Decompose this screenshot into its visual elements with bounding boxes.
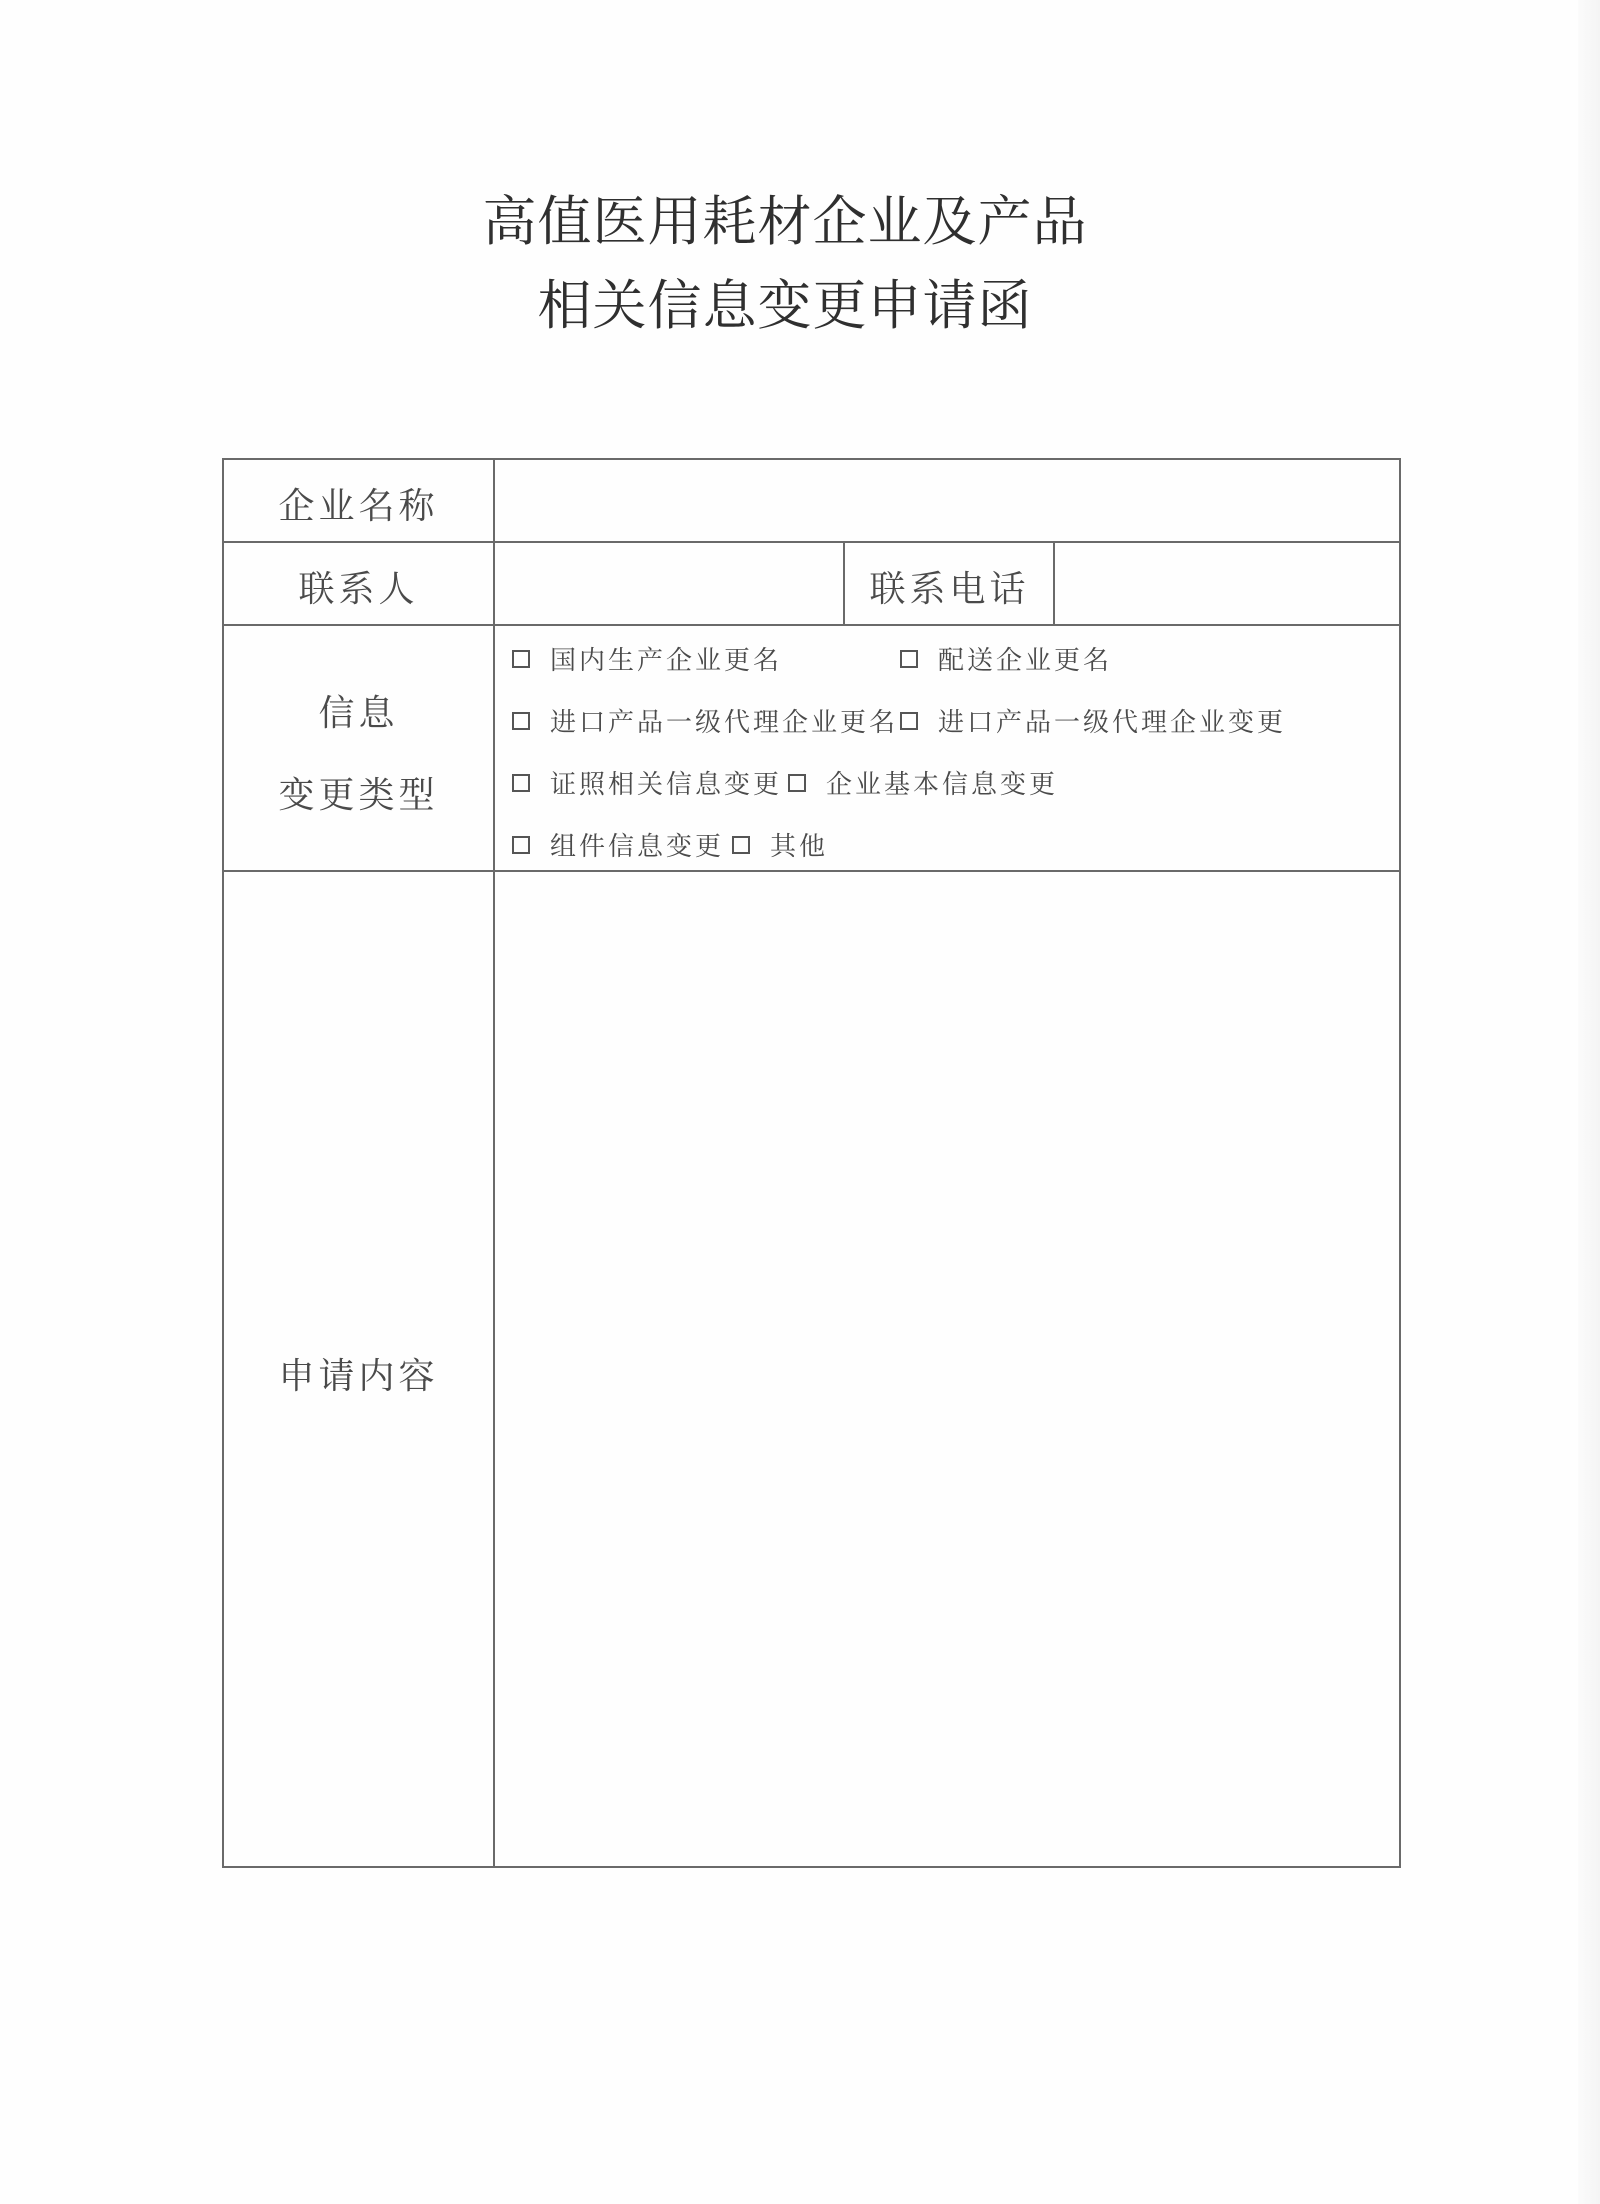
option-label: 国内生产企业更名: [550, 646, 783, 676]
checkbox[interactable]: [512, 774, 530, 792]
change-type-label-line-2: 变更类型: [278, 775, 439, 816]
option-import-agent-rename[interactable]: [512, 702, 898, 739]
company-name-label: 企业名称: [278, 486, 439, 527]
application-content-field[interactable]: [496, 873, 1398, 1865]
option-label: 组件信息变更: [550, 832, 725, 862]
table-border-left: [222, 458, 224, 1868]
checkbox[interactable]: [732, 836, 750, 854]
checkbox[interactable]: [512, 836, 530, 854]
option-label: 企业基本信息变更: [826, 770, 1059, 800]
table-border-right: [1399, 458, 1401, 1868]
contact-person-label: 联系人: [298, 569, 419, 610]
contact-phone-label: 联系电话: [869, 569, 1030, 610]
option-label: 配送企业更名: [938, 646, 1113, 676]
document-title: [0, 180, 1570, 348]
option-label: 进口产品一级代理企业更名: [550, 708, 899, 738]
checkbox[interactable]: [512, 650, 530, 668]
option-other[interactable]: [732, 826, 828, 863]
checkbox[interactable]: [512, 712, 530, 730]
label-column-divider: [493, 458, 495, 1868]
page-edge-shadow: [1578, 0, 1600, 2204]
checkbox[interactable]: [900, 650, 918, 668]
change-type-label-line-1: 信息: [318, 693, 399, 734]
checkbox[interactable]: [788, 774, 806, 792]
option-label: 证照相关信息变更: [550, 770, 783, 800]
option-label: 其他: [770, 832, 829, 862]
title-line-1: 高值医用耗材企业及产品: [482, 190, 1088, 253]
option-label: 进口产品一级代理企业变更: [938, 708, 1287, 738]
option-component-info-change[interactable]: [512, 826, 724, 863]
checkbox[interactable]: [900, 712, 918, 730]
option-import-agent-change[interactable]: [900, 702, 1286, 739]
option-company-basic-info-change[interactable]: [788, 764, 1058, 801]
table-border-top: [222, 458, 1400, 460]
phone-label-right-divider: [1053, 541, 1055, 626]
company-name-field[interactable]: [496, 461, 1398, 540]
row-divider-2: [222, 624, 1400, 626]
option-license-info-change[interactable]: [512, 764, 782, 801]
option-distributor-rename[interactable]: [900, 640, 1112, 677]
contact-phone-field[interactable]: [1056, 544, 1398, 623]
row-divider-3: [222, 870, 1400, 872]
option-domestic-manufacturer-rename[interactable]: [512, 640, 782, 677]
title-line-2: 相关信息变更申请函: [537, 274, 1033, 337]
contact-person-field[interactable]: [496, 544, 842, 623]
table-border-bottom: [222, 1866, 1400, 1868]
application-content-label: 申请内容: [278, 1356, 439, 1397]
row-divider-1: [222, 541, 1400, 543]
phone-label-left-divider: [843, 541, 845, 626]
